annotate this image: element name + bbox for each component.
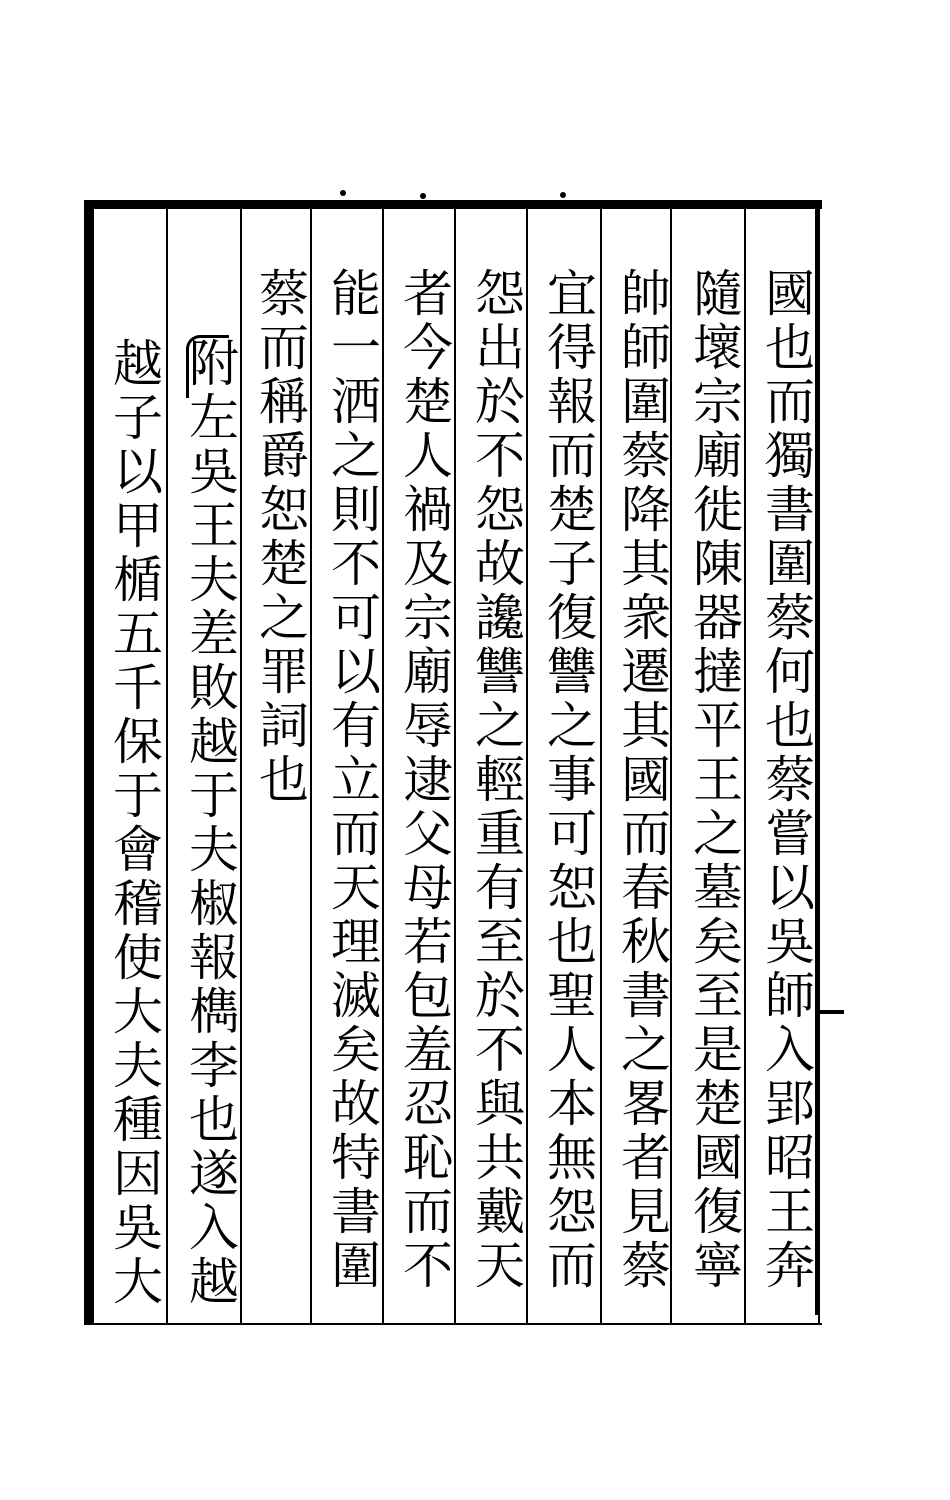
annotation-bracket <box>186 335 229 398</box>
text-column-10: 越子以甲楯五千保于會稽使大夫種因吳大 <box>105 337 163 1309</box>
page-margin-mark <box>818 1010 844 1014</box>
text-column-8: 蔡而稱爵恕楚之罪詞也 <box>251 267 309 807</box>
text-column-5: 怨出於不怨故讒讐之輕重有至於不與共戴天 <box>467 267 525 1293</box>
column-rule <box>382 209 384 1323</box>
column-rule <box>526 209 528 1323</box>
ink-speck <box>420 193 426 199</box>
ink-speck <box>560 192 566 198</box>
text-column-1: 國也而獨書圍蔡何也蔡嘗以吳師入郢昭王奔 <box>757 267 815 1293</box>
text-column-7: 能一洒之則不可以有立而天理滅矣故特書圍 <box>323 267 381 1293</box>
text-column-9: 附左吳王夫差敗越于夫椒報檇李也遂入越 <box>181 337 239 1309</box>
text-frame <box>84 200 822 1325</box>
text-column-3: 帥師圍蔡降其衆遷其國而春秋書之畧者見蔡 <box>613 267 671 1293</box>
ink-speck <box>340 190 346 196</box>
column-rule <box>166 209 168 1323</box>
column-rule <box>744 209 746 1323</box>
column-rule <box>454 209 456 1323</box>
column-rule <box>310 209 312 1323</box>
page-margin-edge <box>815 205 840 1315</box>
text-column-4: 宜得報而楚子復讐之事可恕也聖人本無怨而 <box>539 267 597 1293</box>
column-rule <box>600 209 602 1323</box>
column-rule <box>240 209 242 1323</box>
text-column-6: 者今楚人禍及宗廟辱逮父母若包羞忍恥而不 <box>395 267 453 1293</box>
text-column-2: 隨壞宗廟徙陳器撻平王之墓矣至是楚國復寧 <box>685 267 743 1293</box>
